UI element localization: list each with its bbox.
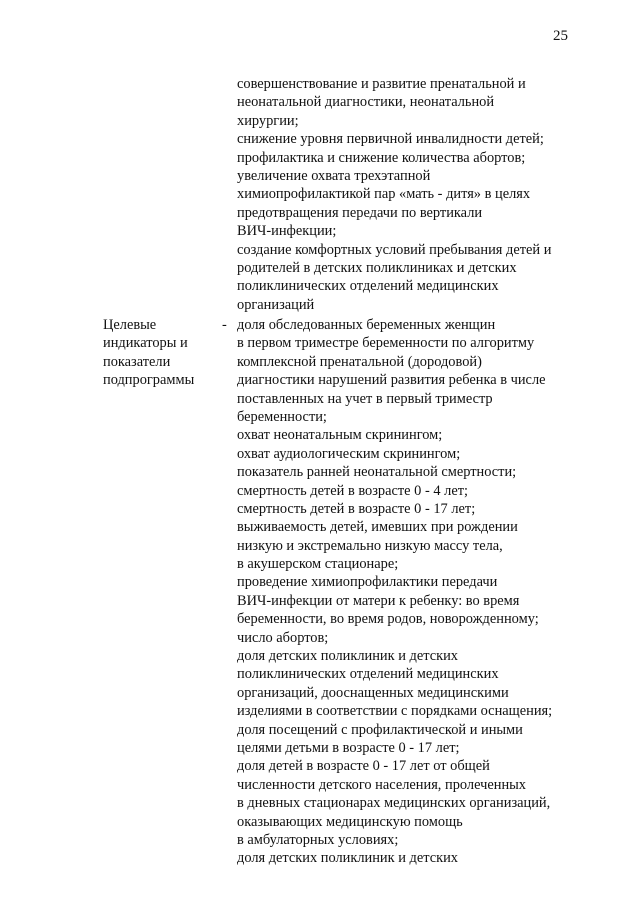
- indicator-line: доля детей в возрасте 0 - 17 лет от общей: [237, 758, 490, 775]
- goal-line: профилактика и снижение количества абортов;: [237, 149, 526, 166]
- section-label-line: Целевые: [103, 317, 157, 333]
- goals-list: [237, 75, 572, 314]
- indicator-line: в дневных стационарах медицинских организаций,: [237, 795, 551, 812]
- indicator-line: смертность детей в возрасте 0 - 17 лет;: [237, 500, 476, 517]
- indicator-line: доля посещений с профилактической и иными: [237, 721, 523, 738]
- goal-line: увеличение охвата трехэтапной: [237, 167, 431, 184]
- section-label-line: индикаторы и: [103, 335, 188, 352]
- indicator-line: беременности, во время родов, новорожденному;: [237, 611, 539, 628]
- indicator-line: целями детьми в возрасте 0 - 17 лет;: [237, 739, 460, 756]
- indicator-line: охват неонатальным скринингом;: [237, 427, 443, 444]
- indicator-line: проведение химиопрофилактики передачи: [237, 574, 498, 591]
- goal-line: создание комфортных условий пребывания детей и: [237, 241, 552, 258]
- indicator-line: показатель ранней неонатальной смертности;: [237, 464, 517, 481]
- indicators-list: [237, 316, 572, 868]
- goal-line: предотвращения передачи по вертикали: [237, 204, 483, 221]
- goal-line: организаций: [237, 296, 315, 313]
- section-label: [103, 316, 194, 390]
- indicator-line: в первом триместре беременности по алгоритму: [237, 335, 535, 352]
- section-label-line: показатели: [103, 353, 171, 370]
- indicator-line: доля обследованных беременных женщин: [237, 317, 496, 333]
- goal-line: ВИЧ-инфекции;: [237, 223, 337, 240]
- indicator-line: поликлинических отделений медицинских: [237, 666, 499, 683]
- page-number: 25: [553, 28, 568, 44]
- indicator-line: беременности;: [237, 408, 327, 425]
- indicator-line: число абортов;: [237, 629, 329, 646]
- goal-line: родителей в детских поликлиниках и детских: [237, 259, 517, 276]
- indicator-line: изделиями в соответствии с порядками оснащения;: [237, 703, 553, 720]
- goal-line: хирургии;: [237, 112, 299, 129]
- indicator-line: комплексной пренатальной (дородовой): [237, 353, 482, 370]
- indicator-line: в акушерском стационаре;: [237, 556, 399, 573]
- indicator-line: диагностики нарушений развития ребенка в числе: [237, 372, 546, 389]
- goal-line: совершенствование и развитие пренатальной и: [237, 76, 526, 92]
- indicator-line: оказывающих медицинскую помощь: [237, 813, 463, 830]
- section-label-line: подпрограммы: [103, 372, 195, 389]
- indicator-line: выживаемость детей, имевших при рождении: [237, 519, 518, 536]
- indicator-line: поставленных на учет в первый триместр: [237, 390, 493, 407]
- goal-line: неонатальной диагностики, неонатальной: [237, 94, 495, 111]
- indicator-line: низкую и экстремально низкую массу тела,: [237, 537, 503, 554]
- section-dash: -: [222, 317, 227, 333]
- indicator-line: доля детских поликлиник и детских: [237, 648, 458, 665]
- indicator-line: организаций, дооснащенных медицинскими: [237, 684, 509, 701]
- indicator-line: численности детского населения, пролеченных: [237, 776, 527, 793]
- indicator-line: в амбулаторных условиях;: [237, 831, 399, 848]
- goal-line: снижение уровня первичной инвалидности детей;: [237, 131, 544, 148]
- indicator-line: ВИЧ-инфекции от матери к ребенку: во время: [237, 592, 520, 609]
- indicator-line: охват аудиологическим скринингом;: [237, 445, 461, 462]
- goal-line: химиопрофилактикой пар «мать - дитя» в целях: [237, 186, 531, 203]
- indicator-line: доля детских поликлиник и детских: [237, 850, 458, 867]
- goal-line: поликлинических отделений медицинских: [237, 278, 499, 295]
- indicator-line: смертность детей в возрасте 0 - 4 лет;: [237, 482, 468, 499]
